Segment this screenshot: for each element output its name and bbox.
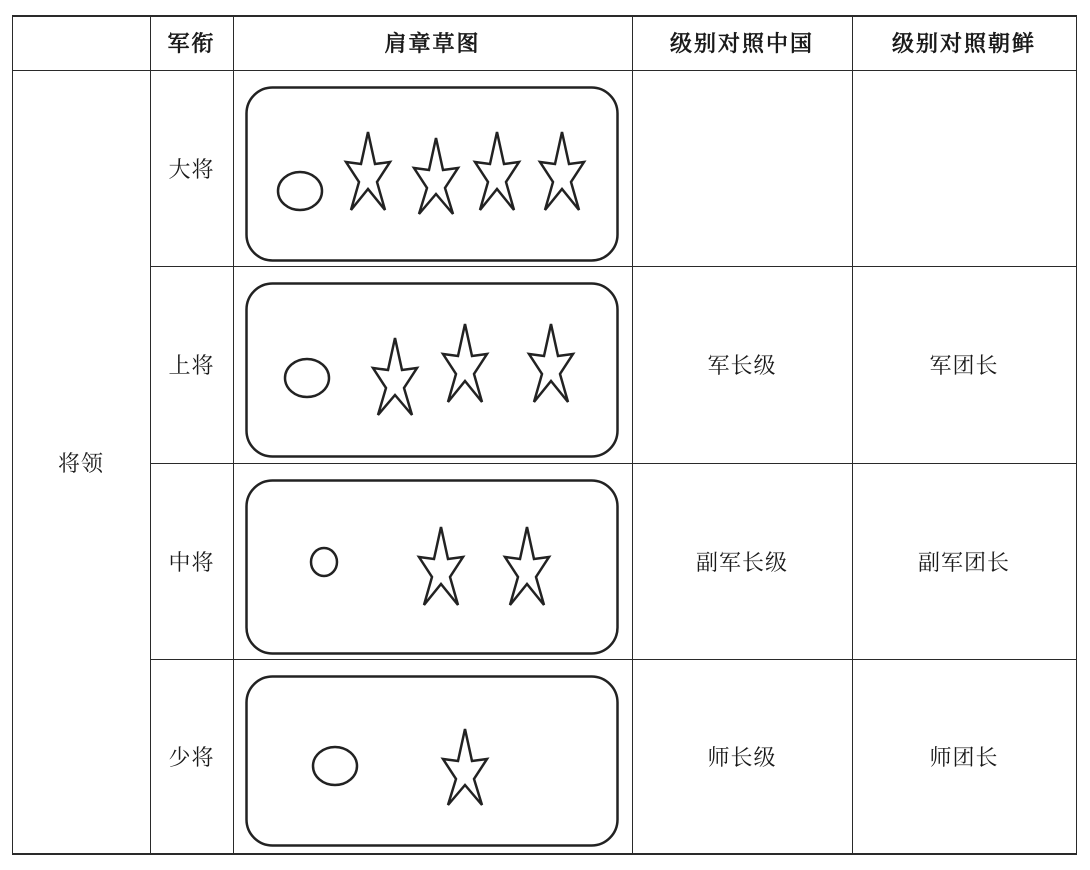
button-circle-icon: [313, 747, 357, 785]
epaulette-three-star: [245, 282, 619, 458]
rank-label: 中将: [168, 550, 215, 576]
star-icon: [373, 338, 417, 415]
button-circle-icon: [311, 548, 337, 576]
category-generals: 将领: [57, 452, 104, 477]
korea-equivalent: [852, 70, 1076, 266]
epaulette-four-star: [245, 86, 619, 262]
star-icon: [419, 527, 463, 605]
china-equivalent: [632, 70, 852, 266]
header-rank: 军衔: [167, 32, 216, 57]
star-icon: [443, 729, 487, 805]
epaulette-two-star: [245, 479, 619, 655]
rank-label: 少将: [168, 745, 215, 771]
button-circle-icon: [278, 172, 322, 210]
header-epaulette: 肩章草图: [384, 32, 481, 57]
china-equivalent: 军长级: [707, 354, 777, 379]
header-korea-equivalent: 级别对照朝鲜: [891, 32, 1036, 57]
korea-equivalent: 军团长: [929, 354, 999, 379]
button-circle-icon: [285, 359, 329, 397]
star-icon: [475, 132, 519, 210]
rank-label: 上将: [168, 354, 215, 379]
china-equivalent: 副军长级: [695, 550, 788, 576]
star-icon: [443, 324, 487, 402]
star-icon: [529, 324, 573, 402]
star-icon: [505, 527, 549, 605]
rank-label: 大将: [168, 157, 215, 183]
star-icon: [346, 132, 390, 210]
china-equivalent: 师长级: [707, 745, 777, 771]
star-icon: [540, 132, 584, 210]
star-icon: [414, 138, 458, 214]
korea-equivalent: 师团长: [929, 745, 999, 771]
header-china-equivalent: 级别对照中国: [669, 32, 814, 57]
korea-equivalent: 副军团长: [917, 550, 1010, 576]
epaulette-one-star: [245, 675, 619, 847]
